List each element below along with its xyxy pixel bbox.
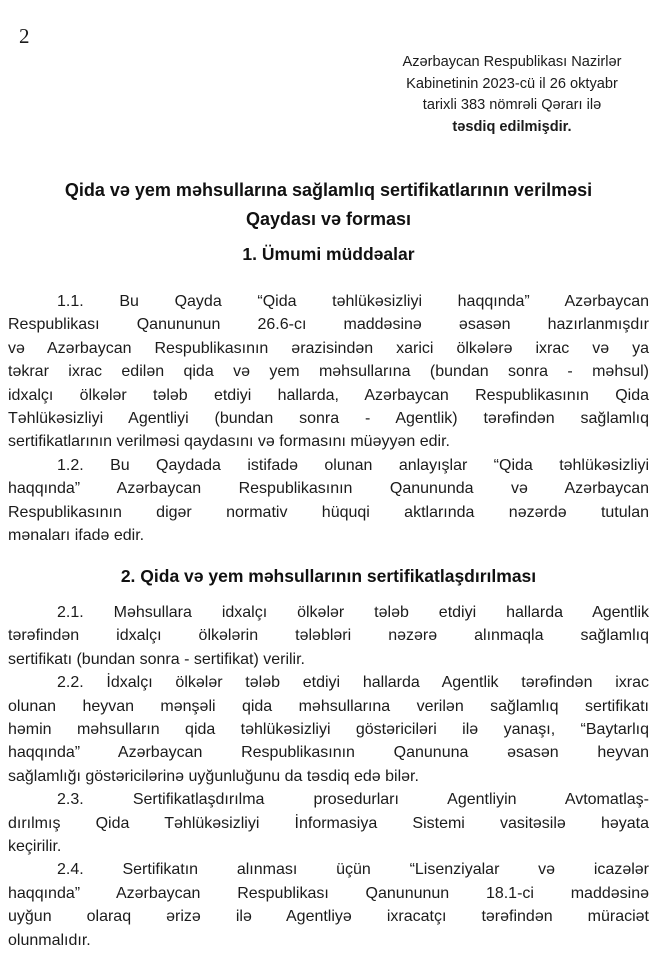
- text-line: 2.3. Sertifikatlaşdırılma prosedurları Agentliyin Avtomatlaş-: [57, 791, 649, 809]
- text-line: 2.2. İdxalçı ölkələr tələb etdiyi hallarda Agentlik tərəfindən ixrac: [57, 674, 649, 692]
- paragraph-2-2: [8, 671, 649, 788]
- approval-note-line: Kabinetinin 2023-cü il 26 oktyabr: [406, 75, 618, 92]
- text-line: sertifikatlarının verilməsi qaydasını və formasını müəyyən edir.: [8, 433, 450, 451]
- document-title: [8, 176, 649, 234]
- text-line: idxalçı ölkələr tələb etdiyi hallarda, Azərbaycan Respublikasının Qida: [8, 386, 649, 404]
- text-line: 1.1. Bu Qayda “Qida təhlükəsizliyi haqqında” Azərbaycan: [57, 293, 649, 310]
- section-heading-1: 1. Ümumi müddəalar: [242, 244, 415, 264]
- text-line: təkrar ixrac edilən qida və yem məhsullarına (bundan sonra - məhsul): [8, 363, 649, 381]
- section-heading-2: 2. Qida və yem məhsullarının sertifikatlaşdırılması: [120, 566, 537, 586]
- approval-note-bold-line: təsdiq edilmişdir.: [452, 118, 572, 135]
- text-line: tərəfindən idxalçı ölkələrin tələbləri nəzərə alınmaqla sağlamlıq: [8, 627, 649, 645]
- text-line: 2.4. Sertifikatın alınması üçün “Lisenziyalar və icazələr: [57, 861, 649, 879]
- text-line: həmin məhsulların qida təhlükəsizliyi göstəriciləri ilə yanaşı, “Baytarlıq: [8, 721, 649, 739]
- approval-note-line: tarixli 383 nömrəli Qərarı ilə: [422, 97, 602, 114]
- text-line: mənaları ifadə edir.: [8, 527, 145, 545]
- text-line: olunan heyvan mənşəli qida məhsullarına verilən sağlamlıq sertifikatı: [8, 697, 649, 715]
- text-line: dırılmış Qida Təhlükəsizliyi İnformasiya Sistemi vasitəsilə həyata: [8, 814, 649, 832]
- text-line: 2.1. Məhsullara idxalçı ölkələr tələb etdiyi hallarda Agentlik: [57, 604, 649, 621]
- approval-note: [373, 52, 651, 138]
- text-line: keçirilir.: [8, 838, 62, 856]
- paragraph-1-2: [8, 454, 649, 548]
- text-line: haqqında” Azərbaycan Respublikasının Qanununa əsasən heyvan: [8, 744, 649, 762]
- text-line: sağlamlığı göstəricilərinə uyğunluğunu da təsdiq edə bilər.: [8, 767, 419, 785]
- approval-note-line: Azərbaycan Respublikası Nazirlər: [402, 54, 622, 70]
- paragraph-2-4: [8, 858, 649, 952]
- section-2-body: [8, 601, 649, 952]
- page-number: 2: [19, 24, 30, 48]
- text-line: Təhlükəsizliyi Agentliyi (bundan sonra - Agentlik) tərəfindən sağlamlıq: [8, 410, 649, 428]
- paragraph-2-1: [8, 601, 649, 671]
- text-line: olunmalıdır.: [8, 931, 91, 949]
- text-line: haqqında” Azərbaycan Respublikasının Qanununda və Azərbaycan: [8, 480, 649, 498]
- document-title-line: Qida və yem məhsullarına sağlamlıq sertifikatlarının verilməsi: [64, 180, 593, 200]
- text-line: Respublikasının digər normativ hüquqi aktlarında nəzərdə tutulan: [8, 503, 649, 521]
- text-line: sertifikatı (bundan sonra - sertifikat) verilir.: [8, 650, 305, 668]
- document-title-line: Qaydası və forması: [245, 209, 412, 229]
- text-line: Respublikası Qanununun 26.6-cı maddəsinə əsasən hazırlanmışdır: [8, 316, 649, 334]
- section-1-body: [8, 290, 649, 547]
- text-line: haqqında” Azərbaycan Respublikası Qanununun 18.1-ci maddəsinə: [8, 884, 649, 902]
- paragraph-1-1: [8, 290, 649, 454]
- text-line: uyğun olaraq ərizə ilə Agentliyə ixracatçı tərəfindən müraciət: [8, 908, 649, 926]
- text-line: 1.2. Bu Qaydada istifadə olunan anlayışlar “Qida təhlükəsizliyi: [57, 456, 649, 474]
- paragraph-2-3: [8, 788, 649, 858]
- text-line: və Azərbaycan Respublikasının ərazisindən xarici ölkələrə ixrac və ya: [8, 339, 649, 357]
